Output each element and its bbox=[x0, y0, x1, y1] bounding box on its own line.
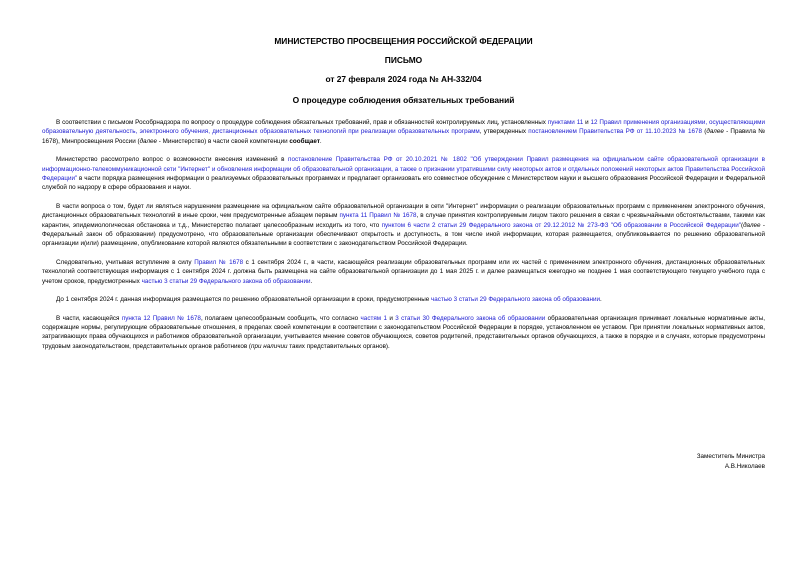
text-italic: далее bbox=[743, 221, 761, 229]
text: и bbox=[583, 119, 591, 126]
document-date-number: от 27 февраля 2024 года № АН-332/04 bbox=[325, 74, 482, 84]
signature-block bbox=[697, 452, 765, 471]
link-federal-law-273[interactable]: пунктом 6 части 2 статьи 29 Федерального закона от 29.12.2012 № 273-ФЗ bbox=[381, 221, 609, 229]
text: ( bbox=[740, 221, 744, 229]
text: , утвержденных bbox=[479, 128, 529, 136]
link-clause-12-rules[interactable]: 12 Правил применения организациями, осуществляющими образовательную деятельность, электронного обучения, дистанционных образовательных технологий при реализации образовательных программ bbox=[42, 119, 765, 136]
text: Следовательно, учитывая вступление в силу bbox=[56, 258, 195, 266]
text: - Министерство) в части своей компетенции bbox=[157, 137, 290, 145]
document-subject: О процедуре соблюдения обязательных требований bbox=[292, 95, 515, 105]
paragraph-2 bbox=[42, 155, 765, 193]
signatory-position: Заместитель Министра bbox=[696, 453, 765, 460]
link-clause-12-rules[interactable]: пункта 12 Правил № 1678 bbox=[121, 314, 201, 322]
paragraph-5 bbox=[42, 295, 765, 304]
link-part-3-article-29[interactable]: частью 3 статьи 29 Федерального закона об образовании bbox=[141, 277, 311, 285]
link-resolution-1802[interactable]: постановление Правительства РФ от 20.10.2021 № 1802 bbox=[288, 156, 467, 164]
text: . bbox=[599, 296, 602, 304]
ministry-title: МИНИСТЕРСТВО ПРОСВЕЩЕНИЯ РОССИЙСКОЙ ФЕДЕРАЦИИ bbox=[274, 36, 533, 46]
text: образовательная организация принимает локальные нормативные акты, содержащие нормы, регулирующие образовательные отношения, в пределах своей компетенции в соответствии с законодательством Российской Федерации в порядке, установленном ее уставом. При принятии локальных нормативных актов, затрагивающих права обучающихся и работников образовательной организации, учитывается мнение советов обучающихся, советов родителей, представительных органов обучающихся, а также в порядке и в случаях, которые предусмотрены трудовым законодательством, представительных органов работников ( bbox=[42, 314, 765, 350]
text: и bbox=[386, 314, 396, 322]
text: В части вопроса о том, будет ли являться нарушением размещение на официальном сайте образовательной организации в сети "Интернет" информации о реализации образовательных программ с применением электронного обучения, дистанционных образовательных технологий в иные сроки, чем предусмотренные абзацем первым bbox=[42, 202, 765, 220]
paragraph-6 bbox=[42, 314, 765, 352]
link-education-law-title[interactable]: "Об образовании в Российской Федерации" bbox=[610, 221, 741, 229]
text: с 1 сентября 2024 г., в части, касающейся реализации образовательных программ или их частей с применением электронного обучения, дистанционных образовательных технологий соответствующая информация с 1 сентября 2024 г. должна быть размещена на сайте образовательной организации до 1 мая 2025 г. и далее размещаться ежегодно не позднее 1 мая соответствующего текущего учебного года с учетом сроков, предусмотренных bbox=[42, 258, 765, 285]
text: В соответствии с письмом Рособрнадзора по вопросу о процедуре соблюдения обязательных требований, прав и обязанностей контролируемых лиц, установленных bbox=[56, 119, 548, 126]
text: , полагаем целесообразным сообщить, что согласно bbox=[200, 314, 361, 322]
text: - Правила № 1678), Минпросвещения России ( bbox=[42, 128, 765, 145]
text: таких представительных органов). bbox=[287, 342, 390, 350]
link-rules-1678[interactable]: Правил № 1678 bbox=[194, 258, 244, 266]
signatory-name: А.В.Николаев bbox=[724, 462, 765, 470]
text: . bbox=[319, 137, 322, 145]
text-italic: при наличии bbox=[251, 342, 288, 350]
link-clause-11-rules[interactable]: пункта 11 Правил № 1678 bbox=[339, 212, 417, 220]
text: До 1 сентября 2024 г. данная информация размещается по решению образовательной организации в сроки, предусмотренные bbox=[56, 296, 432, 304]
text-bold: сообщает bbox=[289, 137, 320, 145]
paragraph-3 bbox=[42, 202, 765, 249]
paragraph-1 bbox=[42, 118, 765, 146]
text: . bbox=[310, 277, 313, 285]
link-resolution-1678[interactable]: постановлением Правительства РФ от 11.10.2023 № 1678 bbox=[528, 128, 703, 136]
text: В части, касающейся bbox=[56, 314, 122, 322]
text: в части порядка размещения информации о реализуемых образовательных программах и предлагает организовать его совместное обсуждение с Министерством науки и высшего образования Российской Федерации и Федеральной службой по надзору в сфере образования и науки. bbox=[42, 175, 765, 192]
link-parts-1[interactable]: частям 1 bbox=[360, 314, 387, 322]
text: Министерство рассмотрело вопрос о возможности внесения изменений в bbox=[56, 156, 289, 164]
link-clauses-11[interactable]: пунктами 11 bbox=[547, 119, 584, 126]
link-article-30[interactable]: 3 статьи 30 Федерального закона об образовании bbox=[395, 314, 546, 322]
link-part-3-article-29[interactable]: частью 3 статьи 29 Федерального закона об образовании bbox=[431, 296, 600, 304]
text: - Федеральный закон об образовании) предусмотрено, что образовательные организации обеспечивают открытость и доступность, в том числе иной информации, которая размещается, опубликовывается по решению образовательной организации и(или) размещение, опубликование которой являются обязательными в соответствии с законодательством Российской Федерации. bbox=[42, 221, 766, 248]
text: ( bbox=[702, 128, 707, 136]
letter-body bbox=[42, 106, 765, 351]
text: , в случае принятия контролируемым лицом такого решения в связи с чрезвычайными обстоятельствами, такими как карантин, эпидемиологическая обстановка и т.д., Министерство полагает целесообразным исходить из того, что bbox=[42, 212, 766, 229]
link-rules-title[interactable]: "Об утверждении Правил размещения на официальном сайте образовательной организации в информационно-телекоммуникационной сети "Интернет" и обновления информации об образовательной организации, а также о признании утратившими силу некоторых актов и отдельных положений некоторых актов Правительства Российской Федерации" bbox=[42, 156, 766, 183]
document-type: ПИСЬМО bbox=[384, 55, 423, 65]
text-italic: далее bbox=[706, 128, 724, 136]
paragraph-4 bbox=[42, 258, 765, 286]
text-italic: далее bbox=[139, 137, 158, 145]
